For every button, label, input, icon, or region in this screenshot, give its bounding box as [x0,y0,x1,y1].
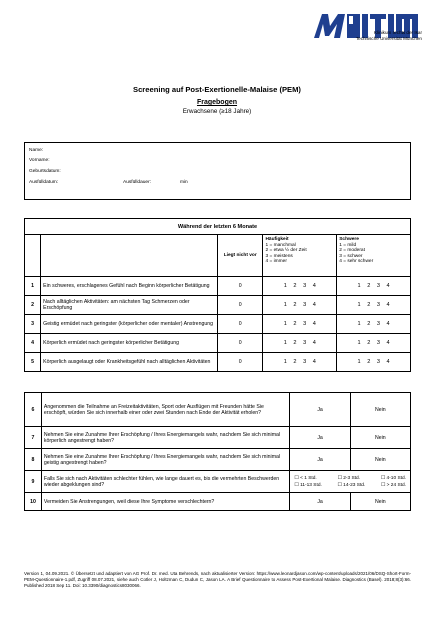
ausfuelldauer-field-label: Ausfülldauer: [123,180,151,185]
frequency-options[interactable]: 1 2 3 4 [263,315,337,334]
institution-line-2: Technische Universität München [355,36,422,41]
severity-options[interactable]: 1 2 3 4 [337,353,411,372]
duration-option[interactable]: ☐ < 1 Std. [294,475,317,481]
duration-option[interactable]: ☐ 14-23 Std. [337,482,366,488]
row-number: 1 [25,277,41,296]
row-text: Nehmen Sie eine Zunahme Ihrer Erschöpfung / Ihres Energiemangels wahr, nachdem Sie sich minimal körperlich angestrengt haben? [41,427,290,449]
duration-option[interactable]: ☐ 2-3 Std. [337,475,361,481]
row-number: 9 [25,471,42,493]
severity-options[interactable]: 1 2 3 4 [337,315,411,334]
haeufigkeit-scale-2: 2 = etwa ½ der Zeit [265,248,307,254]
schwere-scale-4: 4 = sehr schwer [339,259,374,265]
min-unit-label: min [180,180,188,185]
duration-option-label: > 24 Std. [386,482,406,488]
ja-option[interactable]: Ja [290,393,350,427]
haeufigkeit-scale-4: 4 = immer [265,259,287,265]
ja-option[interactable]: Ja [290,427,350,449]
duration-option-label: 14-23 Std. [343,482,366,488]
num-header-cell [25,235,41,277]
duration-option-label: < 1 Std. [300,475,317,481]
row-text: Falls Sie sich nach Aktivitäten schlechter fühlen, wie lange dauert es, bis die vermehrten Beschwerden wieder abgeklungen sind? [41,471,290,493]
row-text: Angenommen die Teilnahme an Freizeitaktivitäten, Sport oder Ausflügen mit Freunden hätte Sie erschöpft, würden Sie sich innerhalb einer oder zwei Stunden nach Ende der Aktivität erholen? [41,393,290,427]
geburtsdatum-field-label: Geburtsdatum: [29,169,61,174]
haeufigkeit-scale-3: 3 = meistens [265,253,293,259]
vorname-field-label: Vorname: [29,158,50,163]
frequency-options[interactable]: 1 2 3 4 [263,277,337,296]
liegt-nicht-vor-option[interactable]: 0 [217,296,262,315]
table-row [25,353,411,372]
row-text: Nach alltäglichen Aktivitäten: am nächsten Tag Schmerzen oder Erschöpfung [41,296,218,315]
ausfuelldatum-field-label: Ausfülldatum: [29,180,59,185]
severity-options[interactable]: 1 2 3 4 [337,296,411,315]
frequency-options[interactable]: 1 2 3 4 [263,296,337,315]
schwere-scale-1: 1 = mild [339,242,357,248]
table-row [25,334,411,353]
liegt-nicht-vor-option[interactable]: 0 [217,353,262,372]
duration-option[interactable]: ☐ 4-10 Std. [380,475,406,481]
liegt-nicht-vor-option[interactable]: 0 [217,277,262,296]
liegt-nicht-vor-option[interactable]: 0 [217,315,262,334]
table-row [25,427,411,449]
row-number: 4 [25,334,41,353]
table-row [25,449,411,471]
frequency-options[interactable]: 1 2 3 4 [263,353,337,372]
row-text: Körperlich ermüdet nach geringster körperlicher Betätigung [41,334,218,353]
nein-option[interactable]: Nein [350,427,410,449]
duration-option-label: 11-13 Std. [300,482,322,488]
row-text: Ein schweres, erschlagenes Gefühl nach Beginn körperlicher Betätigung [41,277,218,296]
haeufigkeit-header [263,235,337,277]
nein-option[interactable]: Nein [350,449,410,471]
ja-option[interactable]: Ja [290,493,350,511]
schwere-scale-2: 2 = moderat [339,248,365,254]
person-info-box [24,142,411,200]
table-row [25,296,411,315]
duration-option[interactable]: ☐ 11-13 Std. [294,482,322,488]
pem-frequency-table [24,218,411,372]
liegt-nicht-vor-option[interactable]: 0 [217,334,262,353]
row-text: Geistig ermüdet nach geringster (körperlicher oder mentaler) Anstrengung [41,315,218,334]
document-subtitle: Fragebogen [196,99,238,106]
table-header-row [25,219,411,235]
row-number: 8 [25,449,42,471]
pem-yes-no-table [24,392,411,511]
ja-option[interactable]: Ja [290,449,350,471]
column-header-row [25,235,411,277]
institution-line-1: Klinikum rechts der Isar [374,30,422,35]
row-number: 6 [25,393,42,427]
table-period-header: Während der letzten 6 Monate [25,219,411,235]
schwere-header [337,235,411,277]
table-row [25,315,411,334]
duration-option[interactable]: ☐ > 24 Std. [381,482,406,488]
schwere-title: Schwere [339,237,359,242]
severity-options[interactable]: 1 2 3 4 [337,334,411,353]
row-text: Vermeiden Sie Anstrengungen, weil diese Ihre Symptome verschlechtern? [41,493,290,511]
nein-option[interactable]: Nein [350,493,410,511]
institution-text [280,30,422,42]
table-row [25,471,411,493]
document-title: Screening auf Post-Exertionelle-Malaise (PEM) [133,85,301,94]
row-number: 5 [25,353,41,372]
name-field-label: Name: [29,148,44,153]
row-text: Körperlich ausgelaugt oder Krankheitsgefühl nach alltäglichen Aktivitäten [41,353,218,372]
schwere-scale-3: 3 = schwer [339,253,363,259]
frequency-options[interactable]: 1 2 3 4 [263,334,337,353]
severity-options[interactable]: 1 2 3 4 [337,277,411,296]
nein-option[interactable]: Nein [350,393,410,427]
duration-option-label: 4-10 Std. [386,475,406,481]
haeufigkeit-title: Häufigkeit [265,237,289,242]
table-row [25,493,411,511]
table-row [25,277,411,296]
row-text: Nehmen Sie eine Zunahme Ihrer Erschöpfung / Ihres Energiemangels wahr, nachdem Sie sich minimal geistig angestrengt haben? [41,449,290,471]
duration-option-label: 2-3 Std. [343,475,361,481]
row-number: 10 [25,493,42,511]
item-header-cell [41,235,218,277]
audience-text: Erwachsene (≥18 Jahre) [182,108,252,115]
liegt-nicht-vor-header: Liegt nicht vor [217,235,262,277]
table-row [25,393,411,427]
row-number: 2 [25,296,41,315]
row-number: 7 [25,427,42,449]
haeufigkeit-scale-1: 1 = manchmal [265,242,296,248]
duration-options [290,471,411,493]
row-number: 3 [25,315,41,334]
footer-citation: Version 1, 04.09.2021. © Übersetzt und adaptiert von AG Prof. Dr. med. Uta Behrends, nach aktualisierter Version: https://www.leonardjason.com/wp-content/uploads/2021/06/DSQ-Short-Form-PEM-Questionnaire-1.pdf, Zugriff 08.07.2021, siehe auch Cotler J, Holtzman C, Dudun C, Jason LA. A Brief Questionnaire to Assess Post-Exertional Malaise. Diagnostics (Basel). 2018;8(3):66. Published 2018 Sep 11. Doi: 10.3390/diagnostics8030066. [24,571,411,588]
